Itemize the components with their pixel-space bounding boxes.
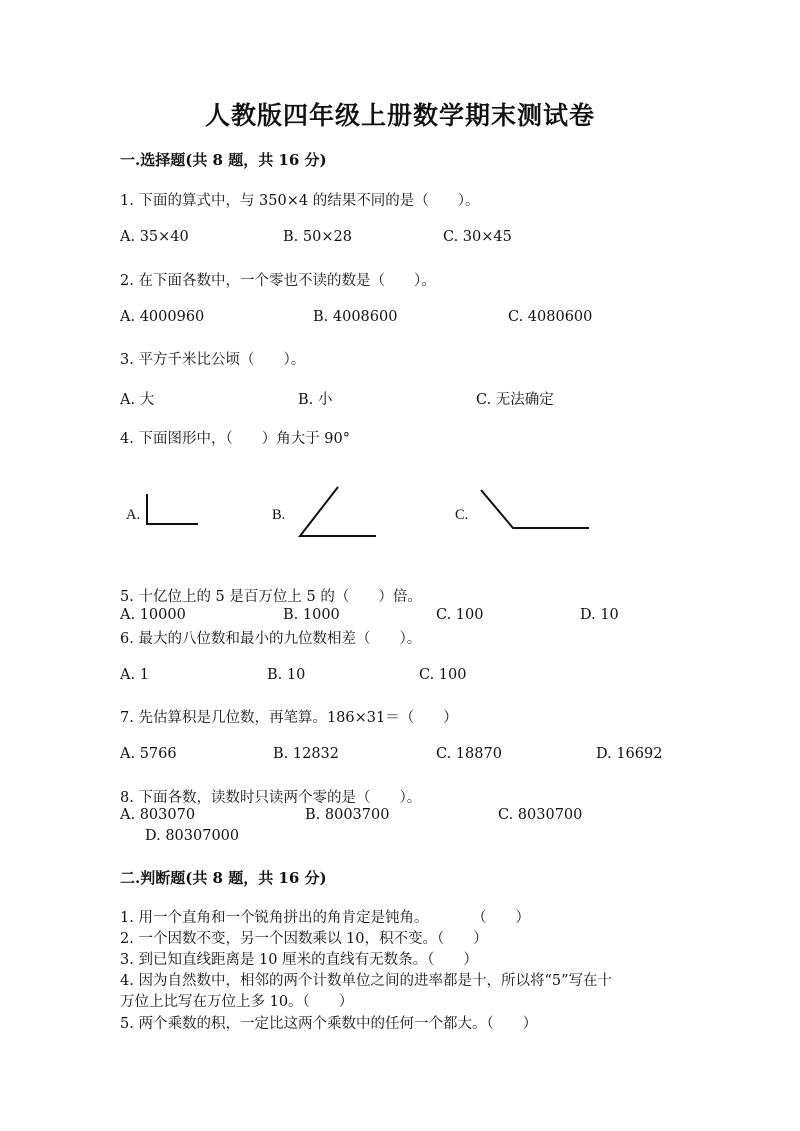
question-stem: 6. 最大的八位数和最小的九位数相差（ ）。	[120, 631, 422, 647]
question-stem: 1. 下面的算式中，与 350×4 的结果不同的是（ ）。	[120, 193, 480, 209]
question-stem: 3. 平方千米比公顷（ ）。	[120, 352, 306, 368]
option[interactable]: D. 10	[580, 607, 619, 623]
section-heading-choice: 一.选择题(共 8 题，共 16 分)	[120, 151, 327, 169]
section-heading-judge: 二.判断题(共 8 题，共 16 分)	[120, 869, 327, 887]
option[interactable]: C. 无法确定	[476, 392, 554, 408]
judge-item-continued: 万位上比写在万位上多 10。（ ）	[120, 994, 354, 1010]
option[interactable]: C. 4080600	[508, 309, 593, 325]
judge-item: 2. 一个因数不变，另一个因数乘以 10，积不变。（ ）	[120, 931, 488, 947]
right-angle-figure	[140, 490, 210, 540]
option[interactable]: A. 1	[120, 667, 149, 683]
question-stem: 2. 在下面各数中，一个零也不读的数是（ ）。	[120, 273, 436, 289]
option[interactable]: C. 18870	[436, 746, 502, 762]
judge-item: 4. 因为自然数中，相邻的两个计数单位之间的进率都是十，所以将“5”写在十	[120, 973, 612, 989]
option[interactable]: C. 30×45	[443, 229, 512, 245]
option[interactable]: A. 10000	[120, 607, 186, 623]
acute-angle-figure	[290, 480, 390, 550]
option[interactable]: A. 35×40	[120, 229, 189, 245]
judge-item: 5. 两个乘数的积，一定比这两个乘数中的任何一个都大。（ ）	[120, 1016, 538, 1032]
option[interactable]: B. 1000	[283, 607, 340, 623]
option[interactable]: A.	[126, 507, 141, 523]
option[interactable]: D. 80307000	[145, 828, 240, 844]
question-stem: 5. 十亿位上的 5 是百万位上 5 的（ ）倍。	[120, 589, 422, 605]
option[interactable]: B. 小	[298, 392, 333, 408]
question-stem: 4. 下面图形中，（ ）角大于 90°	[120, 431, 351, 447]
judge-item: 1. 用一个直角和一个锐角拼出的角肯定是钝角。 （ ）	[120, 910, 530, 926]
option[interactable]: B. 8003700	[305, 807, 390, 823]
option[interactable]: C. 8030700	[498, 807, 583, 823]
question-stem: 7. 先估算积是几位数，再笔算。186×31＝（ ）	[120, 710, 458, 726]
option[interactable]: B. 10	[267, 667, 306, 683]
obtuse-angle-figure	[475, 480, 605, 540]
judge-item: 3. 到已知直线距离是 10 厘米的直线有无数条。（ ）	[120, 952, 478, 968]
option[interactable]: A. 4000960	[120, 309, 205, 325]
page-title: 人教版四年级上册数学期末测试卷	[204, 101, 595, 130]
option[interactable]: C.	[455, 507, 469, 523]
option[interactable]: D. 16692	[596, 746, 663, 762]
option[interactable]: C. 100	[436, 607, 484, 623]
option[interactable]: B.	[272, 507, 286, 523]
option[interactable]: A. 803070	[120, 807, 196, 823]
option[interactable]: B. 12832	[273, 746, 340, 762]
option[interactable]: C. 100	[419, 667, 467, 683]
option[interactable]: A. 5766	[120, 746, 177, 762]
option[interactable]: B. 4008600	[313, 309, 398, 325]
option[interactable]: A. 大	[120, 392, 155, 408]
question-stem: 8. 下面各数，读数时只读两个零的是（ ）。	[120, 790, 422, 806]
option[interactable]: B. 50×28	[283, 229, 352, 245]
